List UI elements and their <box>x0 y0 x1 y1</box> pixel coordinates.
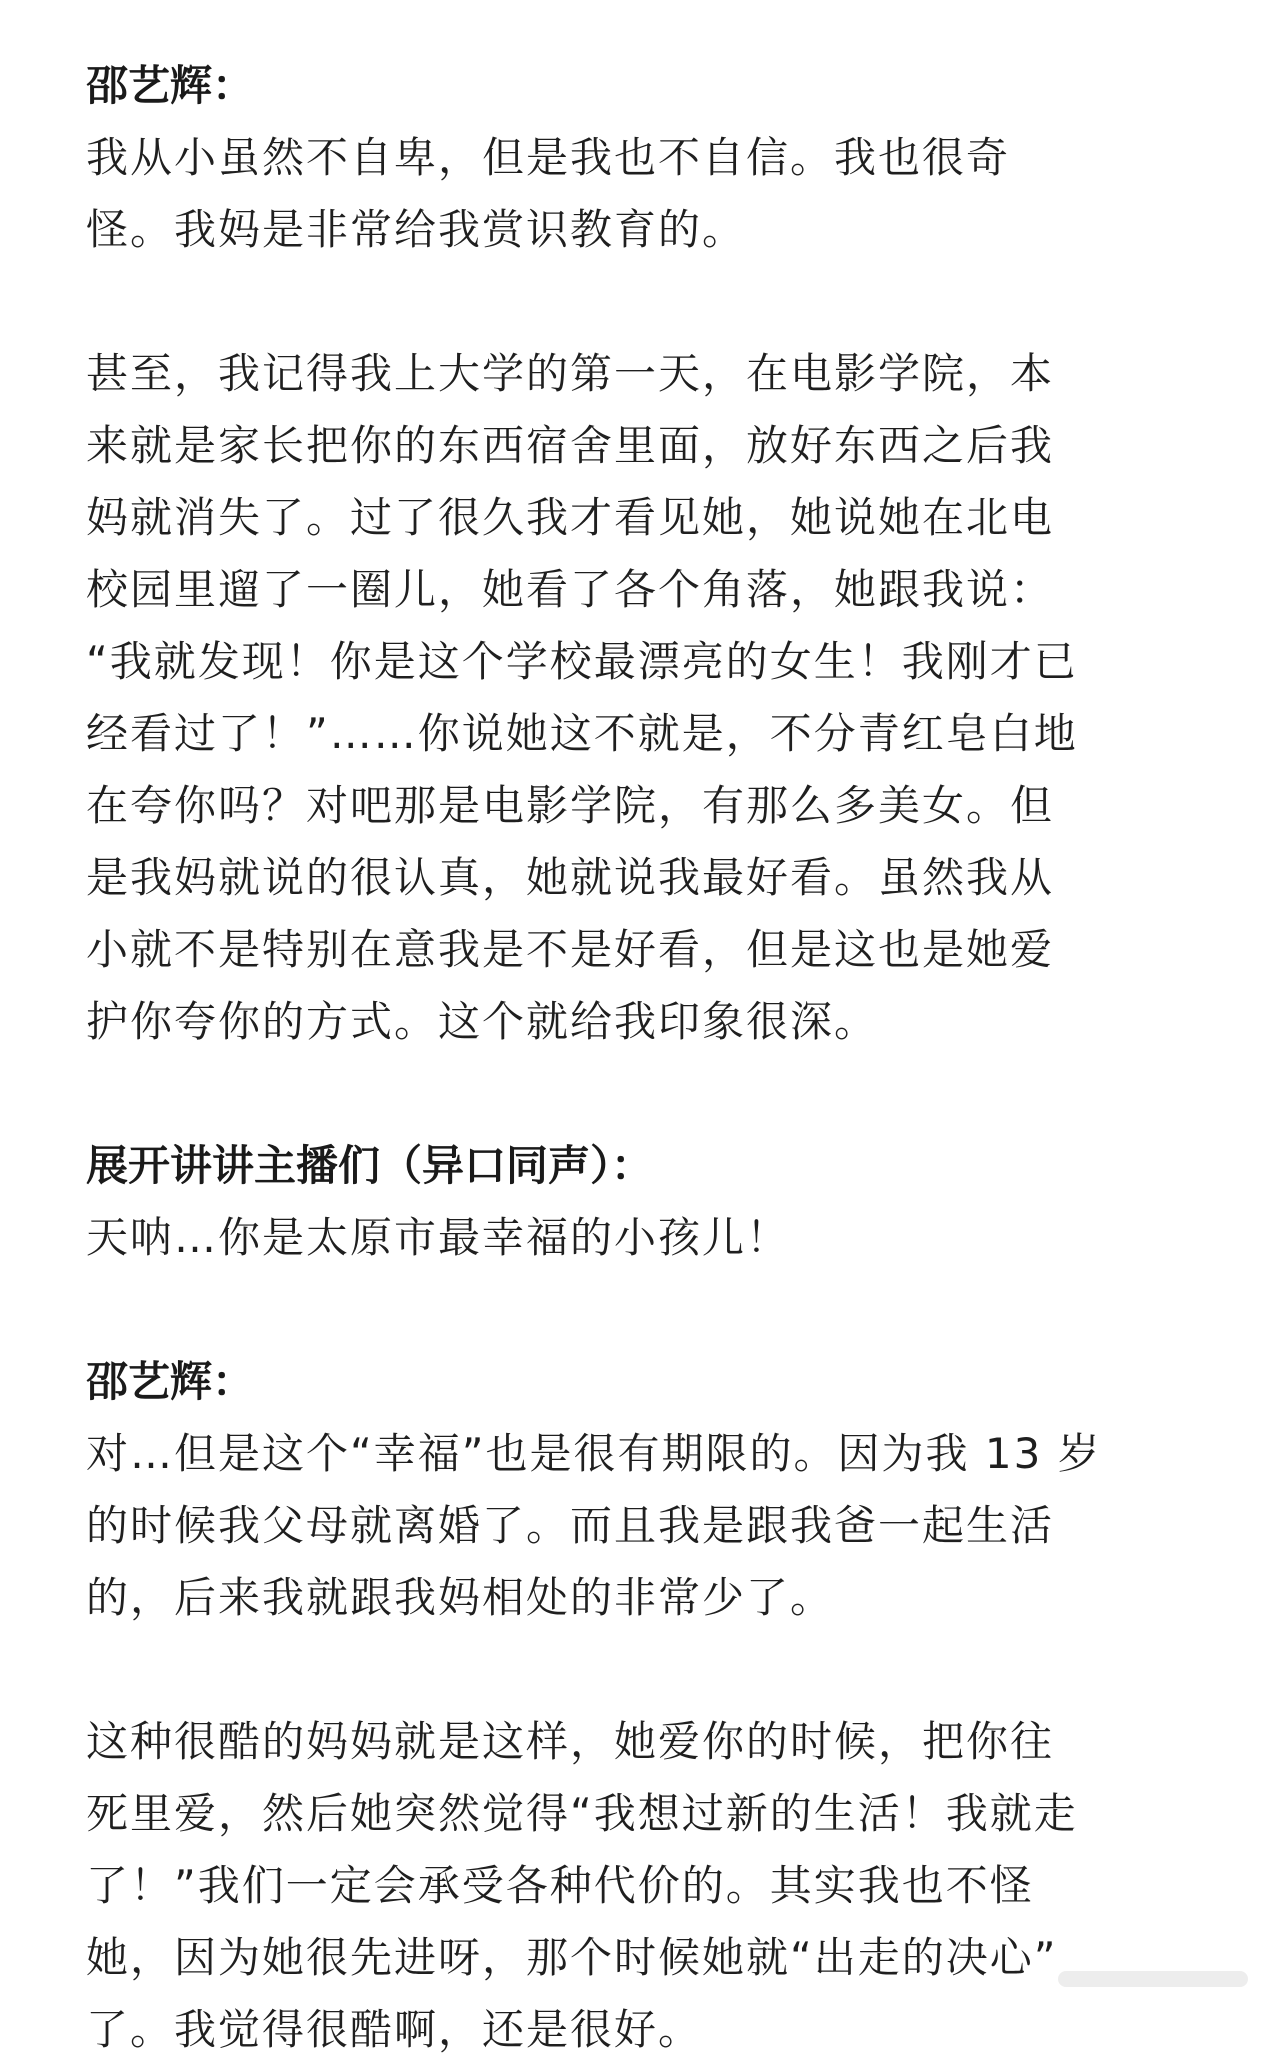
paragraph-line: 这种很酷的妈妈就是这样，她爱你的时候，把你往 <box>86 1717 1055 1766</box>
paragraph-line: 来就是家长把你的东西宿舍里面，放好东西之后我 <box>86 421 1055 470</box>
speaker-label: 邵艺辉： <box>86 61 255 110</box>
paragraph-line: 怪。我妈是非常给我赏识教育的。 <box>86 205 747 254</box>
paragraph-line: 经看过了！”……你说她这不就是，不分青红皂白地 <box>86 709 1078 758</box>
paragraph-line: 在夸你吗？对吧那是电影学院，有那么多美女。但 <box>86 781 1055 830</box>
paragraph-line: 我从小虽然不自卑，但是我也不自信。我也很奇 <box>86 133 1011 182</box>
paragraph-line: 她，因为她很先进呀，那个时候她就“出走的决心” <box>86 1933 1058 1982</box>
paragraph-line: 校园里遛了一圈儿，她看了各个角落，她跟我说： <box>86 565 1055 614</box>
paragraph-line: 了。我觉得很酷啊，还是很好。 <box>86 2005 703 2054</box>
paragraph-line: 死里爱，然后她突然觉得“我想过新的生活！我就走 <box>86 1789 1078 1838</box>
paragraph-line: “我就发现！你是这个学校最漂亮的女生！我刚才已 <box>86 637 1078 686</box>
paragraph-line: 对…但是这个“幸福”也是很有期限的。因为我 13 岁 <box>86 1429 1102 1478</box>
paragraph <box>86 1418 1196 1634</box>
paragraph-line: 了！”我们一定会承受各种代价的。其实我也不怪 <box>86 1861 1034 1910</box>
paragraph-spacer <box>86 1058 1196 1130</box>
paragraph-spacer <box>86 1274 1196 1346</box>
paragraph-line: 的时候我父母就离婚了。而且我是跟我爸一起生活 <box>86 1501 1055 1550</box>
speaker-label: 展开讲讲主播们（异口同声）： <box>86 1141 654 1190</box>
paragraph <box>86 1202 1196 1274</box>
paragraph-spacer <box>86 266 1196 338</box>
paragraph-line: 护你夸你的方式。这个就给我印象很深。 <box>86 997 879 1046</box>
paragraph <box>86 1706 1196 2066</box>
article-body <box>86 50 1196 2066</box>
paragraph-spacer <box>86 1634 1196 1706</box>
paragraph-line: 妈就消失了。过了很久我才看见她，她说她在北电 <box>86 493 1055 542</box>
watermark-logo <box>1058 1965 1248 1993</box>
paragraph-line: 天呐…你是太原市最幸福的小孩儿！ <box>86 1213 791 1262</box>
paragraph-line: 的，后来我就跟我妈相处的非常少了。 <box>86 1573 835 1622</box>
paragraph <box>86 338 1196 1058</box>
paragraph <box>86 122 1196 266</box>
paragraph-line: 甚至，我记得我上大学的第一天，在电影学院，本 <box>86 349 1055 398</box>
paragraph-line: 小就不是特别在意我是不是好看，但是这也是她爱 <box>86 925 1055 974</box>
speaker-label: 邵艺辉： <box>86 1357 255 1406</box>
paragraph-line: 是我妈就说的很认真，她就说我最好看。虽然我从 <box>86 853 1055 902</box>
